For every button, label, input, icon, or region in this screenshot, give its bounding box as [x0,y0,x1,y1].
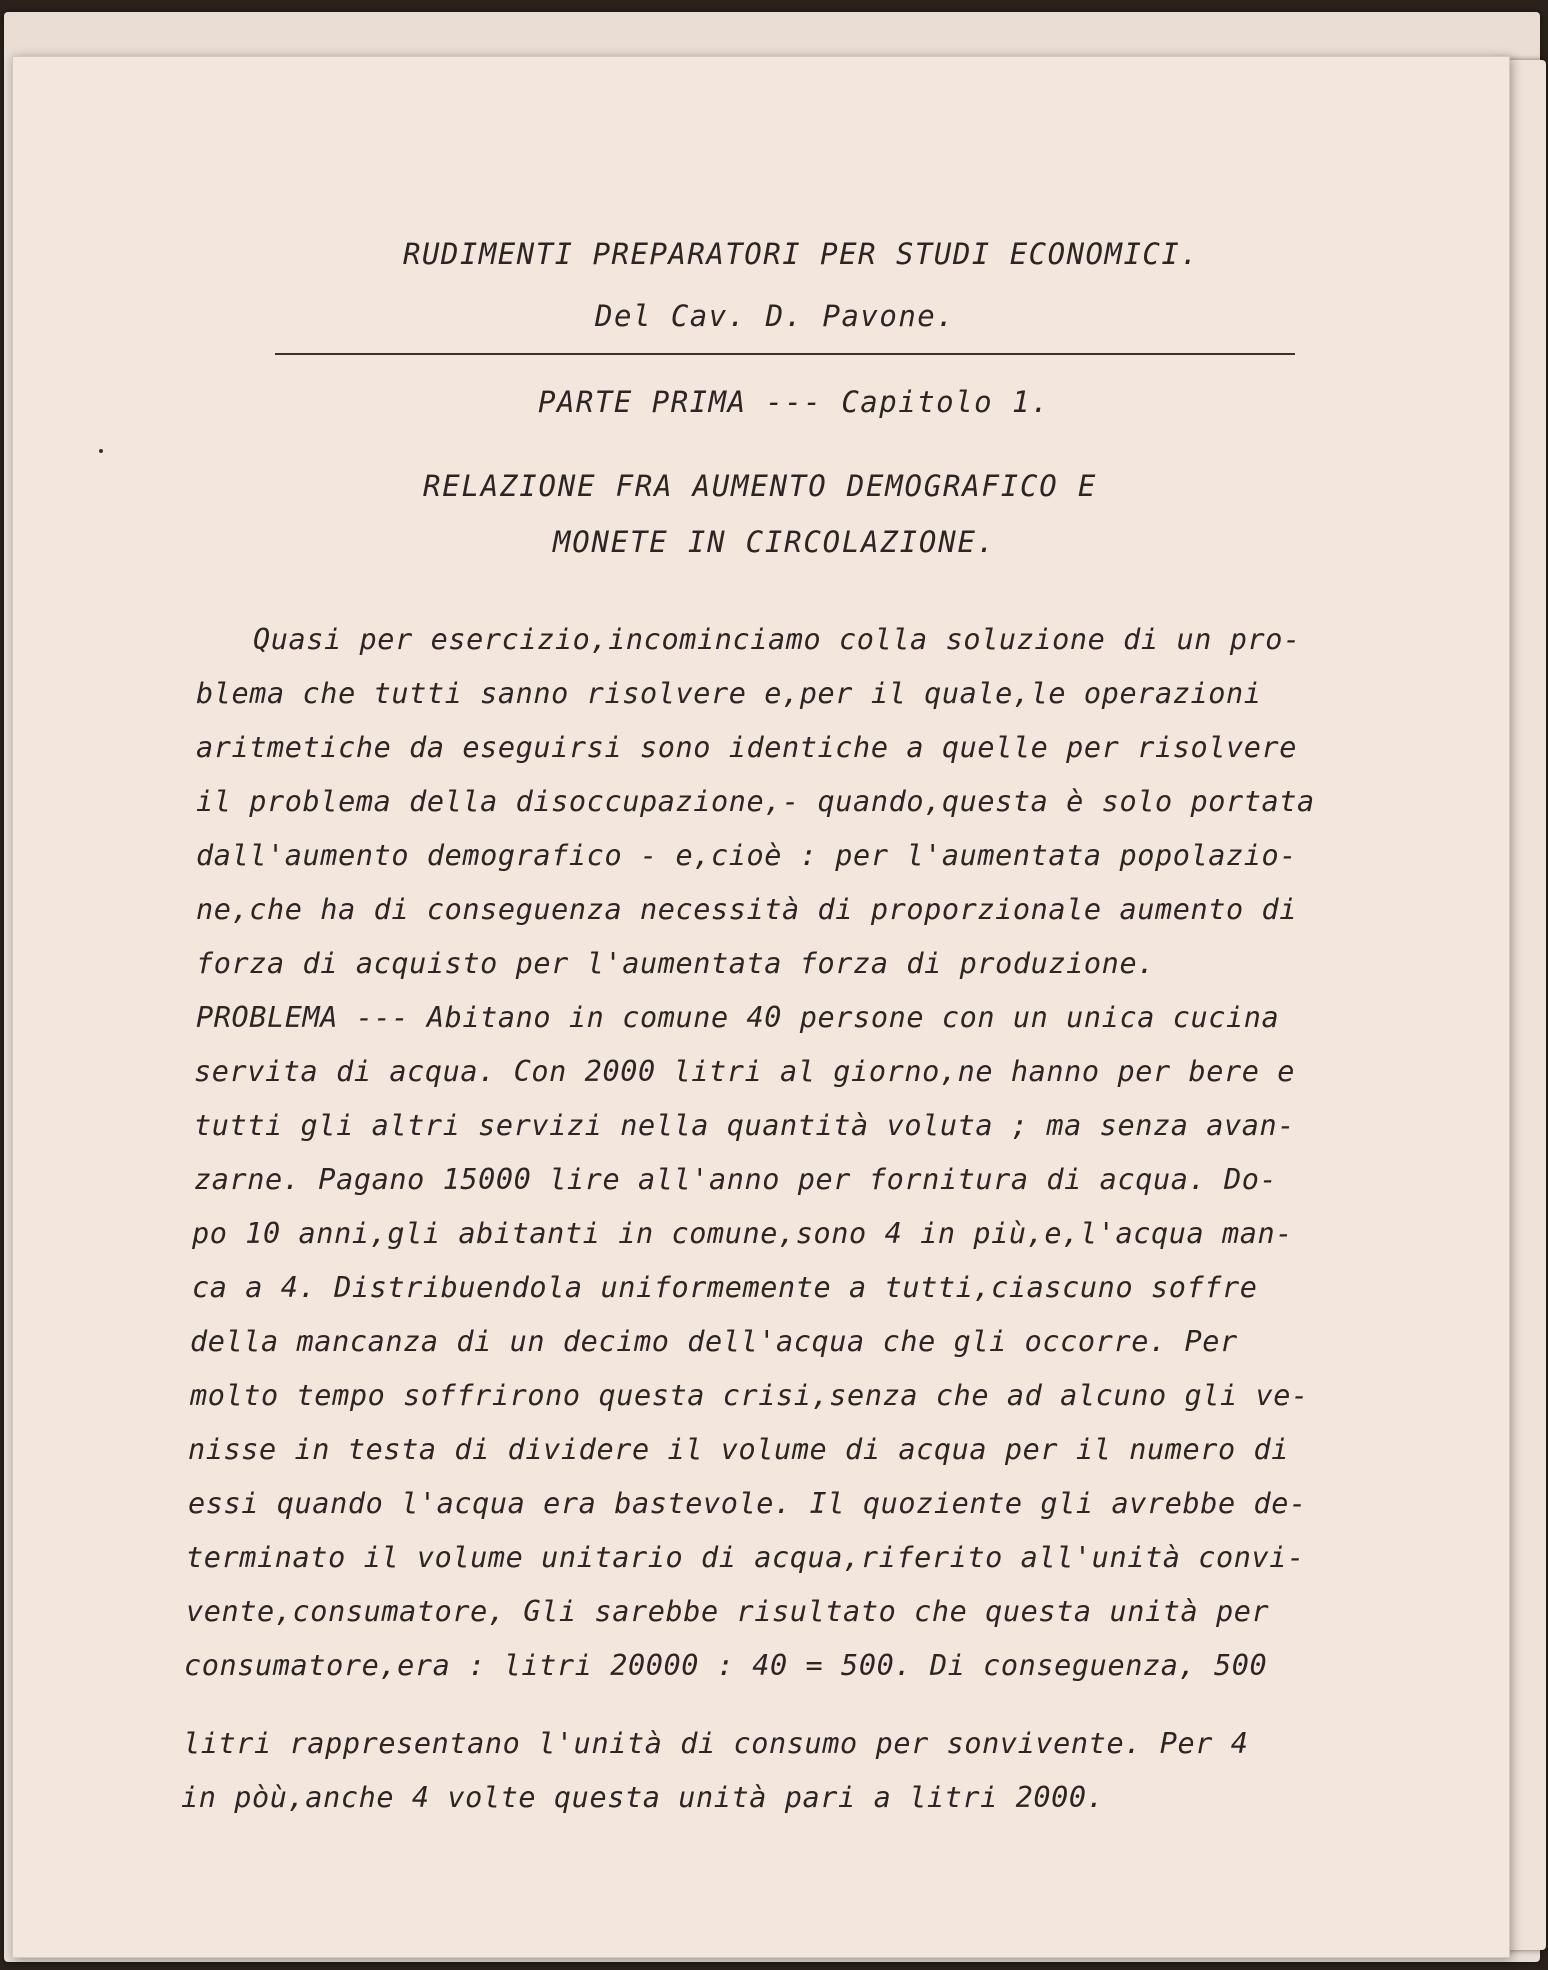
body-line: consumatore,era : litri 20000 : 40 = 500. Di conseguenza, 500 [184,1649,1268,1682]
body-line: aritmetiche da eseguirsi sono identiche a quelle per risolvere [196,731,1298,764]
body-line: forza di acquisto per l'aumentata forza di produzione. [196,947,1155,980]
body-line: essi quando l'acqua era bastevole. Il quoziente gli avrebbe de- [188,1487,1307,1520]
ink-dot [99,449,103,453]
body-line: nisse in testa di dividere il volume di acqua per il numero di [188,1433,1290,1466]
body-line: PROBLEMA --- Abitano in comune 40 persone con un unica cucina [196,1001,1280,1034]
body-line: litri rappresentano l'unità di consumo per sonvivente. Per 4 [183,1727,1249,1760]
body-line: Quasi per esercizio,incominciamo colla soluzione di un pro- [253,623,1301,656]
body-line: molto tempo soffrirono questa crisi,senza che ad alcuno gli ve- [190,1379,1309,1412]
chapter-heading-line-2: MONETE IN CIRCOLAZIONE. [553,525,996,559]
body-line: il problema della disoccupazione,- quando,questa è solo portata [196,785,1315,818]
body-line: in pòù,anche 4 volte questa unità pari a litri 2000. [181,1781,1105,1814]
body-line: ne,che ha di conseguenza necessità di proporzionale aumento di [196,893,1298,926]
body-line: vente,consumatore, Gli sarebbe risultato che questa unità per [186,1595,1270,1628]
body-line: dall'aumento demografico - e,cioè : per l'aumentata popolazio- [196,839,1298,872]
document-author: Del Cav. D. Pavone. [595,299,956,333]
body-line: della mancanza di un decimo dell'acqua che gli occorre. Per [190,1325,1238,1358]
body-line: terminato il volume unitario di acqua,riferito all'unità convi- [186,1541,1305,1574]
body-line: servita di acqua. Con 2000 litri al giorno,ne hanno per bere e [194,1055,1296,1088]
body-line: zarne. Pagano 15000 lire all'anno per fornitura di acqua. Do- [194,1163,1278,1196]
document-title: RUDIMENTI PREPARATORI PER STUDI ECONOMICI. [403,237,1200,271]
title-divider [275,353,1295,355]
body-line: ca a 4. Distribuendola uniformemente a tutti,ciascuno soffre [192,1271,1258,1304]
body-line: po 10 anni,gli abitanti in comune,sono 4 in più,e,l'acqua man- [192,1217,1294,1250]
part-chapter-heading: PARTE PRIMA --- Capitolo 1. [538,385,1050,419]
body-line: blema che tutti sanno risolvere e,per il quale,le operazioni [196,677,1262,710]
body-line: tutti gli altri servizi nella quantità voluta ; ma senza avan- [194,1109,1296,1142]
chapter-heading-line-1: RELAZIONE FRA AUMENTO DEMOGRAFICO E [423,469,1098,503]
typewritten-page [12,56,1510,1958]
